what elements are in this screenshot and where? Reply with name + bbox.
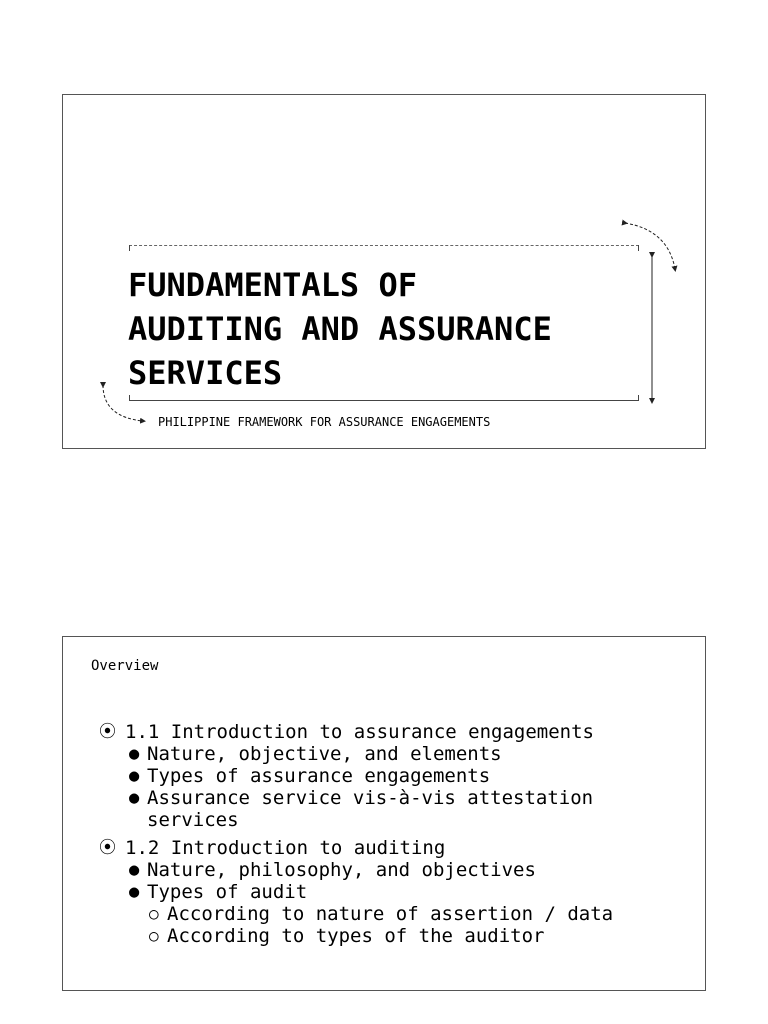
list-item: ● Nature, objective, and elements — [129, 743, 502, 765]
title-slide — [62, 94, 706, 449]
list-item: ○ According to nature of assertion / data — [149, 903, 614, 925]
dot-bullet-icon: ● — [129, 766, 140, 786]
outline-section — [99, 721, 627, 831]
circle-bullet-icon: ⦿ — [99, 722, 116, 742]
section-label: 1.1 Introduction to assurance engagements — [125, 721, 594, 743]
list-item: ● Nature, philosophy, and objectives — [129, 859, 536, 881]
list-item: ● Assurance service vis-à-vis attestation services — [129, 787, 594, 831]
dot-bullet-icon: ● — [129, 744, 140, 764]
dot-bullet-icon: ● — [129, 860, 140, 880]
outline-list — [99, 721, 627, 953]
section-label: 1.2 Introduction to auditing — [125, 837, 446, 859]
dot-bullet-icon: ● — [129, 882, 140, 902]
list-item: ○ According to types of the auditor — [149, 925, 545, 947]
dot-bullet-icon: ● — [129, 788, 140, 808]
hollow-circle-bullet-icon: ○ — [149, 904, 159, 923]
overview-slide — [62, 636, 706, 991]
title-line: SERVICES — [128, 354, 283, 392]
slide-heading: Overview — [91, 658, 159, 674]
title-line: AUDITING AND ASSURANCE — [128, 310, 552, 348]
title-line: FUNDAMENTALS OF — [128, 266, 417, 304]
hollow-circle-bullet-icon: ○ — [149, 926, 159, 945]
circle-bullet-icon: ⦿ — [99, 838, 116, 858]
main-title — [128, 263, 648, 395]
list-item: ● Types of audit ○ According to nature of assertion / data ○ According to types of the auditor — [125, 881, 627, 947]
list-item: ● Types of assurance engagements — [129, 765, 491, 787]
subtitle: PHILIPPINE FRAMEWORK FOR ASSURANCE ENGAGEMENTS — [158, 415, 491, 429]
outline-section — [99, 837, 627, 947]
